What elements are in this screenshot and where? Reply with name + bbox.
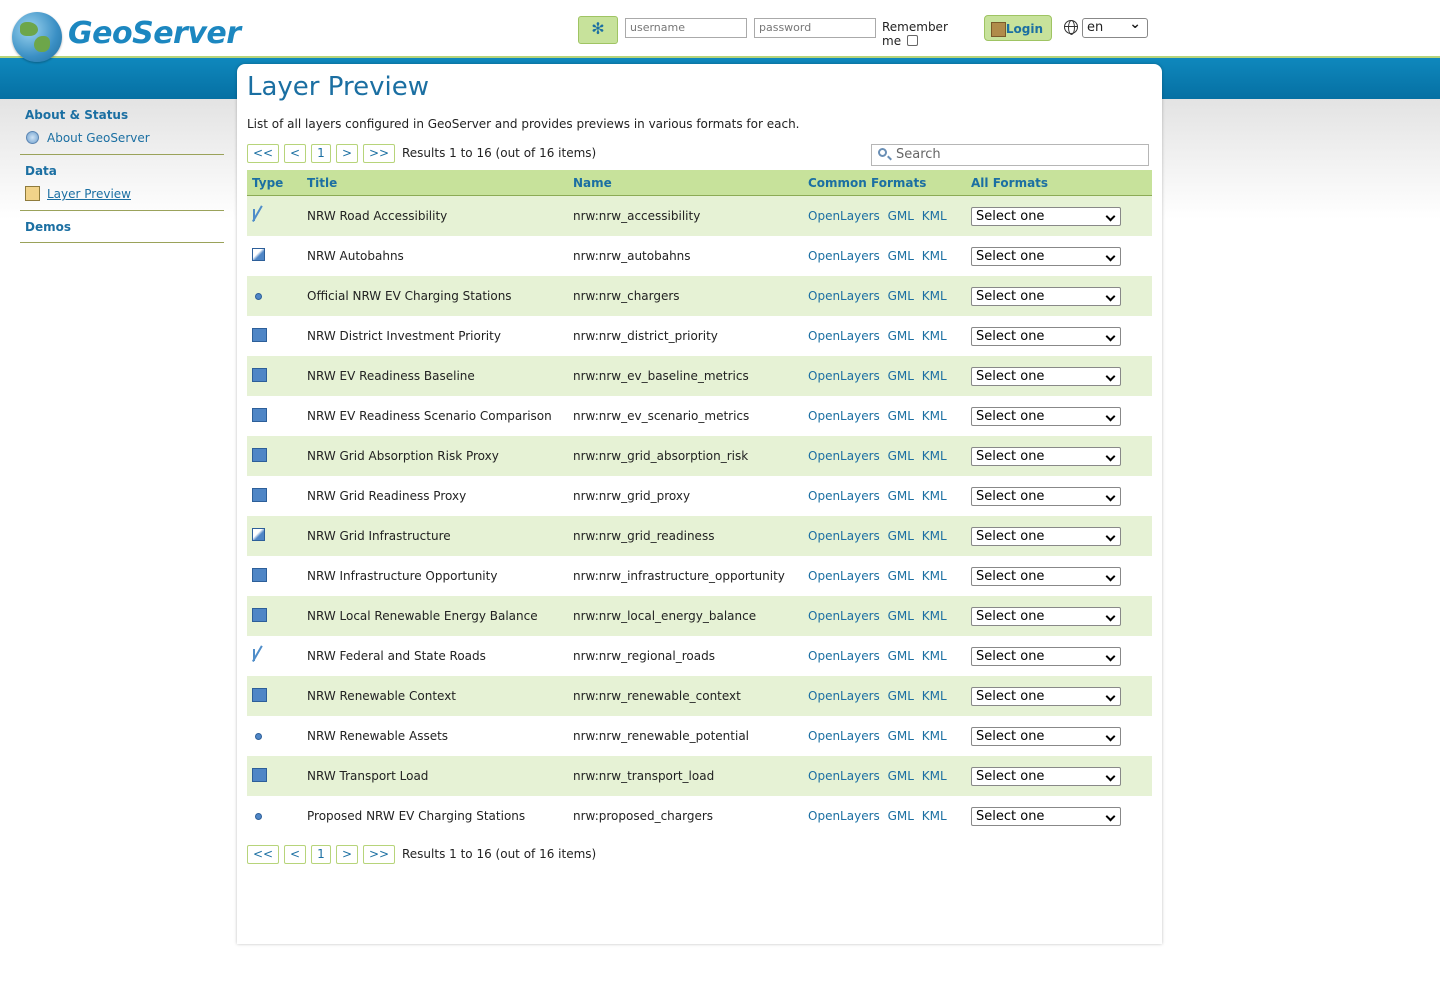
cell-name: nrw:nrw_grid_proxy <box>573 489 691 503</box>
openlayers-link[interactable]: OpenLayers <box>808 609 880 623</box>
cell-all-formats <box>966 356 1152 396</box>
openlayers-link[interactable]: OpenLayers <box>808 529 880 543</box>
gml-link[interactable]: GML <box>887 369 914 383</box>
point-layer-icon <box>255 293 262 300</box>
cell-common-formats <box>803 436 966 476</box>
cell-common-formats <box>803 596 966 636</box>
cell-name: nrw:nrw_grid_readiness <box>568 516 803 556</box>
gml-link[interactable]: GML <box>887 489 914 503</box>
cell-name: nrw:nrw_grid_absorption_risk <box>568 436 803 476</box>
cell-name: nrw:nrw_autobahns <box>573 249 691 263</box>
openlayers-link[interactable]: OpenLayers <box>808 489 880 503</box>
cell-title: NRW Grid Absorption Risk Proxy <box>302 436 568 476</box>
layers-table <box>247 170 1152 836</box>
cell-all-formats <box>966 756 1152 796</box>
cell-type <box>247 316 302 356</box>
cell-common-formats <box>803 756 966 796</box>
cell-common-formats <box>803 476 966 516</box>
cell-title: NRW Renewable Assets <box>307 729 449 743</box>
cell-title: Proposed NRW EV Charging Stations <box>307 809 526 823</box>
openlayers-link[interactable]: OpenLayers <box>808 329 880 343</box>
polygon-layer-icon <box>252 408 267 422</box>
openlayers-link[interactable]: OpenLayers <box>808 689 880 703</box>
polygon-layer-icon <box>252 448 267 462</box>
pager-top <box>247 144 596 164</box>
snowflake-icon: ✻ <box>591 19 605 38</box>
kml-link[interactable]: KML <box>921 489 947 503</box>
remember-me-checkbox[interactable] <box>907 35 918 46</box>
openlayers-link[interactable]: OpenLayers <box>808 409 880 423</box>
gml-link[interactable]: GML <box>887 289 914 303</box>
cell-name: nrw:nrw_ev_baseline_metrics <box>568 356 803 396</box>
table-row <box>247 196 1152 237</box>
search-placeholder: Search <box>896 147 941 162</box>
all-formats-select[interactable]: Select one <box>971 327 1121 346</box>
openlayers-link[interactable]: OpenLayers <box>808 449 880 463</box>
cell-type <box>247 236 302 276</box>
last-page-button[interactable]: >> <box>363 845 395 864</box>
all-formats-select[interactable]: Select one <box>971 607 1121 626</box>
gml-link[interactable]: GML <box>887 729 914 743</box>
table-row <box>247 316 1152 356</box>
all-formats-select[interactable]: Select one <box>971 527 1121 546</box>
remember-me <box>882 20 948 48</box>
cell-common-formats <box>803 796 966 836</box>
table-row <box>247 236 1152 276</box>
gml-link[interactable]: GML <box>887 529 914 543</box>
cell-type <box>247 796 302 836</box>
cas-login-button[interactable] <box>578 16 618 44</box>
cell-name: nrw:nrw_chargers <box>568 276 803 316</box>
cell-all-formats <box>966 516 1152 556</box>
cell-title: Official NRW EV Charging Stations <box>302 276 568 316</box>
cell-title: NRW Grid Readiness Proxy <box>307 489 467 503</box>
cell-all-formats <box>966 716 1152 756</box>
gml-link[interactable]: GML <box>887 409 914 423</box>
polygon-layer-icon <box>252 688 267 702</box>
polygon-layer-icon <box>252 768 267 782</box>
sidebar-item-about-geoserver[interactable] <box>25 130 224 146</box>
raster-layer-icon <box>252 248 265 261</box>
kml-link[interactable]: KML <box>921 609 947 623</box>
point-layer-icon <box>255 813 262 820</box>
cell-common-formats <box>803 676 966 716</box>
cell-type <box>247 436 302 476</box>
gml-link[interactable]: GML <box>887 249 914 263</box>
cell-title: NRW District Investment Priority <box>307 329 501 343</box>
table-row <box>247 436 1152 476</box>
cell-type <box>247 356 302 396</box>
gml-link[interactable]: GML <box>887 649 914 663</box>
kml-link[interactable]: KML <box>921 649 947 663</box>
all-formats-select[interactable]: Select one <box>971 647 1121 666</box>
sidebar-group-demos[interactable] <box>20 218 224 243</box>
gml-link[interactable]: GML <box>887 769 914 783</box>
kml-link[interactable]: KML <box>921 449 947 463</box>
cell-title: NRW Grid Infrastructure <box>302 516 568 556</box>
cell-name: nrw:nrw_accessibility <box>568 196 803 237</box>
gml-link[interactable]: GML <box>887 689 914 703</box>
table-row <box>247 716 1152 756</box>
openlayers-link[interactable]: OpenLayers <box>808 809 880 823</box>
remember-me-label: Remember me <box>882 20 948 48</box>
kml-link[interactable]: KML <box>921 369 947 383</box>
kml-link[interactable]: KML <box>921 569 947 583</box>
table-row <box>247 396 1152 436</box>
table-row <box>247 636 1152 676</box>
cell-type <box>247 276 302 316</box>
cell-all-formats <box>966 436 1152 476</box>
page-description: List of all layers configured in GeoServer and provides previews in various formats for each. <box>247 117 800 131</box>
cell-name: nrw:nrw_renewable_potential <box>573 729 750 743</box>
cell-name: nrw:nrw_local_energy_balance <box>568 596 803 636</box>
cell-name: nrw:nrw_regional_roads <box>573 649 715 663</box>
openlayers-link[interactable]: OpenLayers <box>808 369 880 383</box>
kml-link[interactable]: KML <box>921 209 947 223</box>
password-input[interactable]: password <box>754 18 876 38</box>
table-row <box>247 476 1152 516</box>
cell-type <box>247 516 302 556</box>
all-formats-select[interactable]: Select one <box>971 687 1121 706</box>
all-formats-select[interactable]: Select one <box>971 567 1121 586</box>
all-formats-select[interactable]: Select one <box>971 367 1121 386</box>
cell-title: NRW Local Renewable Energy Balance <box>302 596 568 636</box>
cell-common-formats <box>803 636 966 676</box>
line-layer-icon <box>252 648 266 662</box>
column-header-title[interactable]: Title <box>302 170 568 196</box>
all-formats-select[interactable]: Select one <box>971 407 1121 426</box>
cell-type <box>247 196 302 237</box>
cell-all-formats <box>966 316 1152 356</box>
column-header-name[interactable]: Name <box>568 170 803 196</box>
prev-page-button[interactable]: < <box>284 845 306 864</box>
search-icon <box>878 148 887 157</box>
cell-common-formats <box>803 396 966 436</box>
results-count: Results 1 to 16 (out of 16 items) <box>402 847 597 861</box>
sidebar-item-label: Layer Preview <box>47 187 131 201</box>
cell-title: NRW EV Readiness Scenario Comparison <box>307 409 552 423</box>
raster-layer-icon <box>252 528 265 541</box>
cell-all-formats <box>966 796 1152 836</box>
cell-all-formats <box>966 196 1152 237</box>
globe-logo-icon <box>12 12 62 62</box>
cell-all-formats <box>966 556 1152 596</box>
table-row <box>247 756 1152 796</box>
sidebar-group-about-status <box>20 106 224 155</box>
cell-title: NRW Infrastructure Opportunity <box>307 569 498 583</box>
sidebar-group-data <box>20 162 224 211</box>
openlayers-link[interactable]: OpenLayers <box>808 209 880 223</box>
all-formats-select[interactable]: Select one <box>971 807 1121 826</box>
kml-link[interactable]: KML <box>921 689 947 703</box>
kml-link[interactable]: KML <box>921 249 947 263</box>
sidebar-group-title: Data <box>25 164 57 178</box>
kml-link[interactable]: KML <box>921 809 947 823</box>
kml-link[interactable]: KML <box>921 729 947 743</box>
table-row <box>247 356 1152 396</box>
cell-name: nrw:proposed_chargers <box>573 809 714 823</box>
polygon-layer-icon <box>252 368 267 382</box>
cell-name: nrw:nrw_transport_load <box>568 756 803 796</box>
cell-common-formats <box>803 196 966 237</box>
openlayers-link[interactable]: OpenLayers <box>808 249 880 263</box>
login-button-label: Login <box>1005 22 1043 36</box>
page-1-button[interactable]: 1 <box>311 144 331 163</box>
all-formats-select[interactable]: Select one <box>971 287 1121 306</box>
all-formats-select[interactable]: Select one <box>971 207 1121 226</box>
username-input[interactable]: username <box>625 18 747 38</box>
cell-all-formats <box>966 236 1152 276</box>
kml-link[interactable]: KML <box>921 289 947 303</box>
table-header-row <box>247 170 1152 196</box>
gml-link[interactable]: GML <box>887 809 914 823</box>
gml-link[interactable]: GML <box>887 329 914 343</box>
cell-type <box>247 476 302 516</box>
polygon-layer-icon <box>252 488 267 502</box>
language-globe-icon <box>1064 20 1078 34</box>
first-page-button[interactable]: << <box>247 144 279 163</box>
logo-text: GeoServer <box>68 16 241 51</box>
cell-name: nrw:nrw_ev_scenario_metrics <box>573 409 750 423</box>
search-input[interactable] <box>871 144 1149 166</box>
cell-type <box>247 716 302 756</box>
page-1-button[interactable]: 1 <box>311 845 331 864</box>
kml-link[interactable]: KML <box>921 529 947 543</box>
column-header-common-formats: Common Formats <box>803 170 966 196</box>
cell-all-formats <box>966 276 1152 316</box>
pager-bottom <box>247 845 596 865</box>
openlayers-link[interactable]: OpenLayers <box>808 569 880 583</box>
cell-common-formats <box>803 716 966 756</box>
table-row <box>247 556 1152 596</box>
about-icon <box>26 131 39 144</box>
cell-title: NRW Transport Load <box>302 756 568 796</box>
polygon-layer-icon <box>252 608 267 622</box>
last-page-button[interactable]: >> <box>363 144 395 163</box>
sidebar-item-label: About GeoServer <box>47 131 150 145</box>
cell-common-formats <box>803 276 966 316</box>
cell-type <box>247 636 302 676</box>
all-formats-select[interactable]: Select one <box>971 447 1121 466</box>
cell-type <box>247 756 302 796</box>
cell-type <box>247 556 302 596</box>
cell-common-formats <box>803 236 966 276</box>
column-header-type[interactable]: Type <box>247 170 302 196</box>
table-row <box>247 596 1152 636</box>
table-row <box>247 796 1152 836</box>
cell-type <box>247 676 302 716</box>
openlayers-link[interactable]: OpenLayers <box>808 289 880 303</box>
next-page-button[interactable]: > <box>336 144 358 163</box>
sidebar-group-title[interactable]: Demos <box>25 220 71 234</box>
cell-name: nrw:nrw_district_priority <box>573 329 718 343</box>
table-row <box>247 676 1152 716</box>
cell-common-formats <box>803 556 966 596</box>
kml-link[interactable]: KML <box>921 409 947 423</box>
all-formats-select[interactable]: Select one <box>971 247 1121 266</box>
point-layer-icon <box>255 733 262 740</box>
all-formats-select[interactable]: Select one <box>971 767 1121 786</box>
polygon-layer-icon <box>252 328 267 342</box>
cell-type <box>247 396 302 436</box>
cell-title: NRW Autobahns <box>307 249 404 263</box>
openlayers-link[interactable]: OpenLayers <box>808 769 880 783</box>
kml-link[interactable]: KML <box>921 329 947 343</box>
line-layer-icon <box>252 208 266 222</box>
kml-link[interactable]: KML <box>921 769 947 783</box>
cell-title: NRW Federal and State Roads <box>307 649 486 663</box>
table-row <box>247 276 1152 316</box>
gml-link[interactable]: GML <box>887 609 914 623</box>
table-row <box>247 516 1152 556</box>
gml-link[interactable]: GML <box>887 449 914 463</box>
cell-all-formats <box>966 476 1152 516</box>
sidebar <box>20 106 224 250</box>
cell-common-formats <box>803 316 966 356</box>
cell-all-formats <box>966 676 1152 716</box>
sidebar-group-title: About & Status <box>25 108 129 122</box>
cell-name: nrw:nrw_renewable_context <box>568 676 803 716</box>
first-page-button[interactable]: << <box>247 845 279 864</box>
cell-all-formats <box>966 596 1152 636</box>
cell-type <box>247 596 302 636</box>
gml-link[interactable]: GML <box>887 209 914 223</box>
cell-common-formats <box>803 516 966 556</box>
geoserver-logo[interactable] <box>12 12 241 64</box>
cell-name: nrw:nrw_infrastructure_opportunity <box>573 569 785 583</box>
next-page-button[interactable]: > <box>336 845 358 864</box>
language-select[interactable]: en ⌄ <box>1082 18 1148 38</box>
openlayers-link[interactable]: OpenLayers <box>808 649 880 663</box>
login-icon <box>991 22 1006 37</box>
gml-link[interactable]: GML <box>887 569 914 583</box>
login-button[interactable] <box>984 15 1052 41</box>
page-title: Layer Preview <box>247 72 429 102</box>
polygon-layer-icon <box>252 568 267 582</box>
cell-all-formats <box>966 396 1152 436</box>
cell-title: NRW Road Accessibility <box>302 196 568 237</box>
all-formats-select[interactable]: Select one <box>971 487 1121 506</box>
main-panel <box>237 64 1162 944</box>
openlayers-link[interactable]: OpenLayers <box>808 729 880 743</box>
sidebar-item-layer-preview[interactable] <box>25 186 224 202</box>
column-header-all-formats: All Formats <box>966 170 1152 196</box>
results-count: Results 1 to 16 (out of 16 items) <box>402 146 597 160</box>
cell-title: NRW Renewable Context <box>302 676 568 716</box>
cell-common-formats <box>803 356 966 396</box>
all-formats-select[interactable]: Select one <box>971 727 1121 746</box>
cell-all-formats <box>966 636 1152 676</box>
prev-page-button[interactable]: < <box>284 144 306 163</box>
cell-title: NRW EV Readiness Baseline <box>302 356 568 396</box>
layer-preview-icon <box>25 186 40 201</box>
